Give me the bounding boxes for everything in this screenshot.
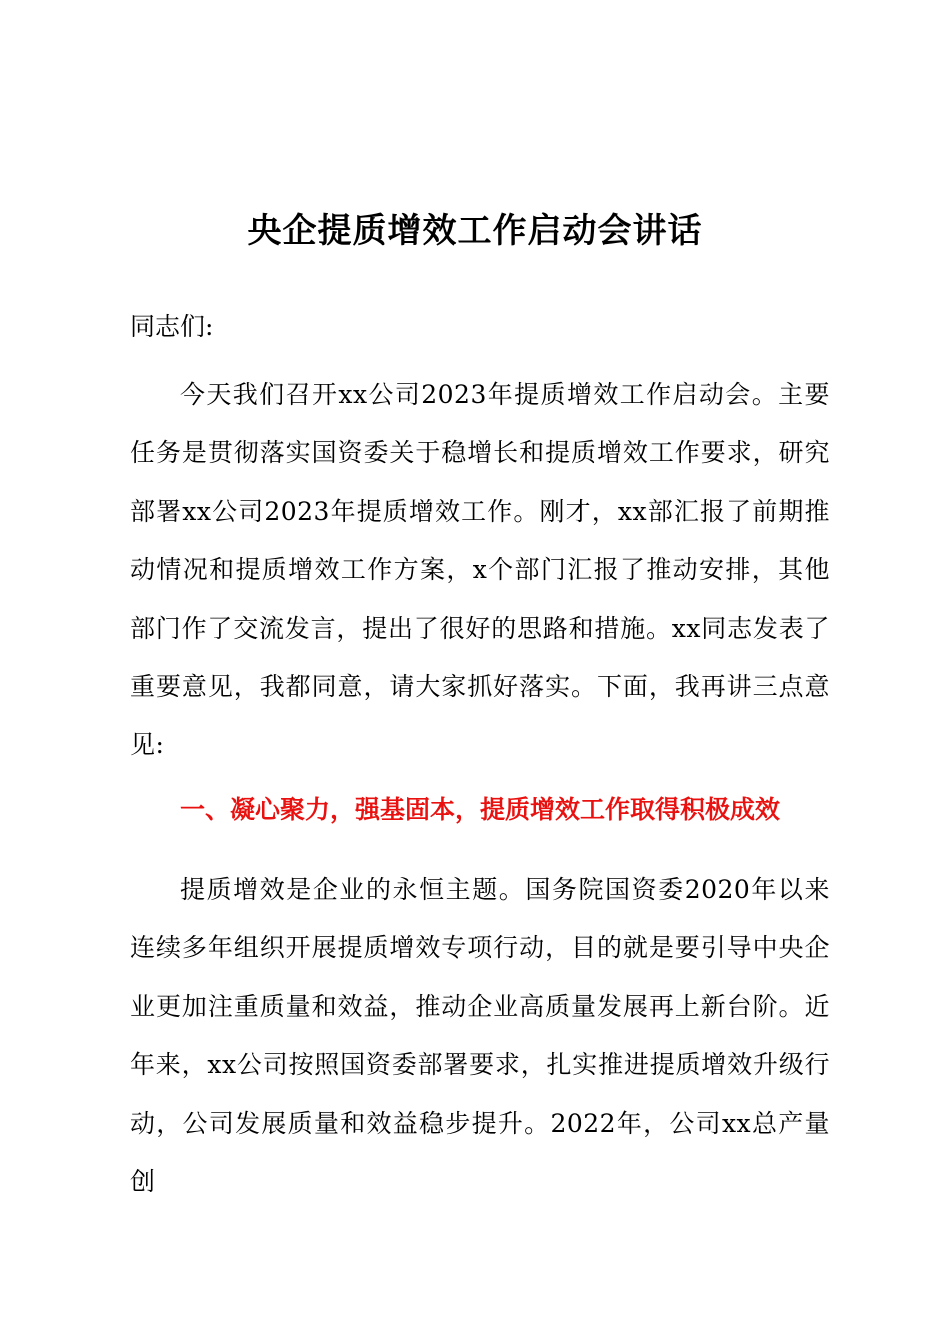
paragraph-body: 提质增效是企业的永恒主题。国务院国资委2020年以来连续多年组织开展提质增效专项行动，目的就是要引导中央企业更加注重质量和效益，推动企业高质量发展再上新台阶。近年来，xx公司按照国资委部署要求，扎实推进提质增效升级行动，公司发展质量和效益稳步提升。2022年，公司xx总产量创 (130, 875, 830, 1197)
section-heading: 一、凝心聚力，强基固本，提质增效工作取得积极成效 (180, 795, 781, 824)
document-title: 央企提质增效工作启动会讲话 (247, 211, 703, 251)
paragraph-intro: 今天我们召开xx公司2023年提质增效工作启动会。主要任务是贯彻落实国资委关于稳增长和提质增效工作要求，研究部署xx公司2023年提质增效工作。刚才，xx部汇报了前期推动情况和提质增效工作方案，x个部门汇报了推动安排，其他部门作了交流发言，提出了很好的思路和措施。xx同志发表了重要意见，我都同意，请大家抓好落实。下面，我再讲三点意见: (130, 380, 830, 760)
salutation: 同志们: (130, 312, 214, 341)
